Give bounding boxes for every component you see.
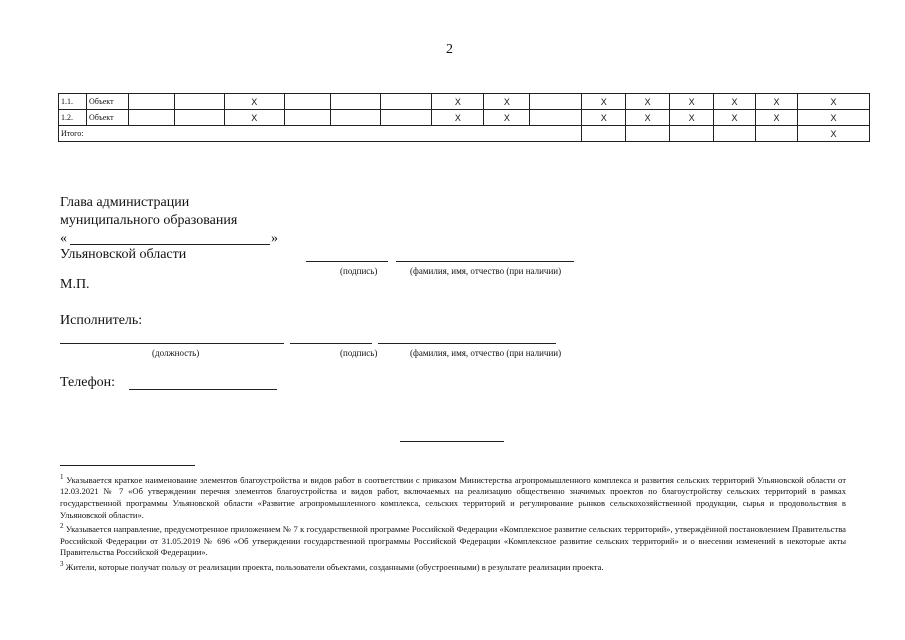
total-label: Итого: — [59, 126, 582, 142]
footnote-1 — [60, 472, 846, 521]
table-cell — [174, 94, 224, 110]
table-cell: X — [714, 94, 756, 110]
table-cell: X — [582, 110, 626, 126]
center-divider — [400, 441, 504, 442]
signature-line — [306, 261, 388, 262]
footnote-2 — [60, 521, 846, 559]
table-cell: X — [432, 110, 484, 126]
executor-signature-line — [290, 343, 372, 344]
phone-label: Телефон: — [60, 375, 116, 390]
table-cell — [174, 110, 224, 126]
table-cell — [756, 126, 798, 142]
table-cell — [284, 94, 330, 110]
table-cell: Объект — [86, 110, 128, 126]
fio-line — [396, 261, 574, 262]
footnote-separator — [60, 465, 195, 466]
table-cell: X — [626, 110, 670, 126]
table-cell — [714, 126, 756, 142]
table-cell — [380, 110, 432, 126]
fio-caption-2: (фамилия, имя, отчество (при наличии) — [410, 348, 562, 358]
table-cell: X — [714, 110, 756, 126]
table-cell: X — [797, 110, 869, 126]
table-cell — [670, 126, 714, 142]
table-cell: 1.2. — [59, 110, 87, 126]
table-cell: X — [626, 94, 670, 110]
head-title-line1: Глава администрации — [60, 195, 190, 210]
table-cell — [330, 94, 380, 110]
head-title-line2: муниципального образования — [60, 213, 238, 228]
table-cell — [380, 94, 432, 110]
table-cell: X — [797, 94, 869, 110]
table-cell: Объект — [86, 94, 128, 110]
podpis-caption-2: (подпись) — [340, 348, 378, 358]
table-cell: 1.1. — [59, 94, 87, 110]
footnote-3-number: 3 — [60, 559, 64, 568]
table-cell — [582, 126, 626, 142]
total-mark: X — [797, 126, 869, 142]
table-cell — [284, 110, 330, 126]
table-cell: X — [670, 94, 714, 110]
footnote-2-number: 2 — [60, 522, 64, 531]
table-cell: X — [484, 94, 530, 110]
footnote-3-text: Жители, которые получат пользу от реализации проекта, пользователи объектами, созданными (обустроенными) в результате реализации проекта. — [65, 561, 604, 572]
footnote-2-text: Указывается направление, предусмотренное приложением № 7 к государственной программе Российской Федерации «Комплексное развитие сельских территорий», утверждённой постановлением Правительства Российской Федерации от 31.05.2019 № 696 «Об утверждении государственной программы Российской Федерации «Комплексное развитие сельских территорий» и о внесении изменений в некоторые акты Правительства Российской Федерации». — [60, 524, 846, 558]
table-cell: X — [224, 110, 284, 126]
phone-line — [129, 389, 277, 390]
table-total-row — [59, 126, 870, 142]
table-cell — [128, 94, 174, 110]
table-cell: X — [756, 94, 798, 110]
table-row — [59, 110, 870, 126]
table-cell: X — [756, 110, 798, 126]
quote-close: » — [271, 231, 278, 246]
table-cell: X — [582, 94, 626, 110]
podpis-caption: (подпись) — [340, 266, 378, 276]
table-cell: X — [432, 94, 484, 110]
table-cell: X — [484, 110, 530, 126]
fio-caption: (фамилия, имя, отчество (при наличии) — [410, 266, 562, 276]
footnotes — [60, 472, 846, 573]
executor-fio-line — [378, 343, 556, 344]
table-cell — [128, 110, 174, 126]
footnote-1-number: 1 — [60, 473, 64, 481]
data-table — [58, 93, 870, 142]
table-row — [59, 94, 870, 110]
quote-open: « — [60, 231, 67, 246]
position-caption: (должность) — [152, 348, 200, 358]
table-cell — [530, 94, 582, 110]
region-text: Ульяновской области — [60, 247, 187, 262]
footnote-3 — [60, 559, 846, 573]
executor-label: Исполнитель: — [60, 313, 143, 328]
position-line — [60, 343, 284, 344]
stamp-label: М.П. — [60, 277, 90, 292]
footnote-1-text: Указывается краткое наименование элементов благоустройства и видов работ в соответствии с приказом Министерства агропромышленного комплекса и развития сельских территорий Ульяновской области от 12.03.2021 № 7 «Об утверждении перечня элементов благоустройства и видов работ, включаемых на реализацию общественно значимых проектов по благоустройству сельских территорий в рамках государственной программы Ульяновской области «Развитие агропромышленного комплекса, сельских территорий и регулирование рынков сельскохозяйственной продукции, сырья и продовольствия в Ульяновской области». — [60, 474, 846, 520]
page-number: 2 — [446, 42, 453, 57]
table-cell: X — [670, 110, 714, 126]
table-cell — [626, 126, 670, 142]
table-cell — [530, 110, 582, 126]
table-cell — [330, 110, 380, 126]
municipality-line — [70, 244, 270, 245]
table-cell: X — [224, 94, 284, 110]
